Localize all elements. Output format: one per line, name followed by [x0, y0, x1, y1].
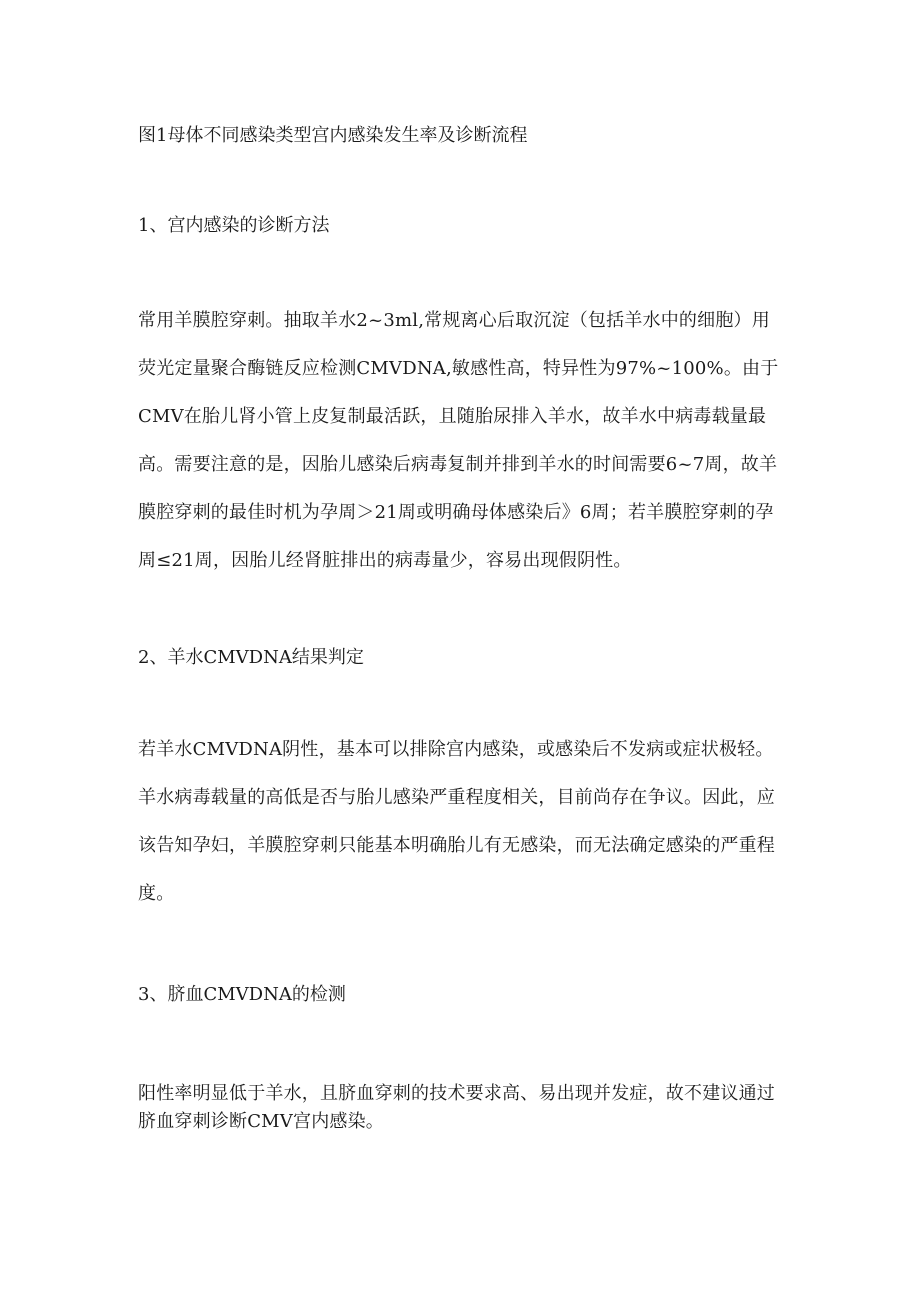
section-heading-cord-blood: 3、脐血CMVDNA的检测 — [138, 984, 346, 1005]
section-body-amniotic-result: 若羊水CMVDNA阴性，基本可以排除宫内感染，或感染后不发病或症状极轻。羊水病毒载量的高低是否与胎儿感染严重程度相关，目前尚存在争议。因此，应该告知孕妇，羊膜腔穿刺只能基本明确胎儿有无感染，而无法确定感染的严重程度。 — [138, 739, 775, 904]
section-body-diagnosis-methods: 常用羊膜腔穿刺。抽取羊水2~3ml,常规离心后取沉淀（包括羊水中的细胞）用荧光定量聚合酶链反应检测CMVDNA,敏感性高，特异性为97%~100%。由于CMV在胎儿肾小管上皮复制最活跃，且随胎尿排入羊水，故羊水中病毒载量最高。需要注意的是，因胎儿感染后病毒复制并排到羊水的时间需要6~7周，故羊膜腔穿刺的最佳时机为孕周＞21周或明确母体感染后》6周；若羊膜腔穿刺的孕周≤21周，因胎儿经肾脏排出的病毒量少，容易出现假阴性。 — [138, 310, 779, 571]
figure-caption: 图1母体不同感染类型宫内感染发生率及诊断流程 — [138, 125, 528, 146]
section-heading-diagnosis-methods: 1、宫内感染的诊断方法 — [138, 215, 330, 236]
section-body-cord-blood: 阳性率明显低于羊水，且脐血穿刺的技术要求高、易出现并发症，故不建议通过脐血穿刺诊断CMV宫内感染。 — [138, 1083, 775, 1132]
section-heading-amniotic-result: 2、羊水CMVDNA结果判定 — [138, 647, 364, 668]
